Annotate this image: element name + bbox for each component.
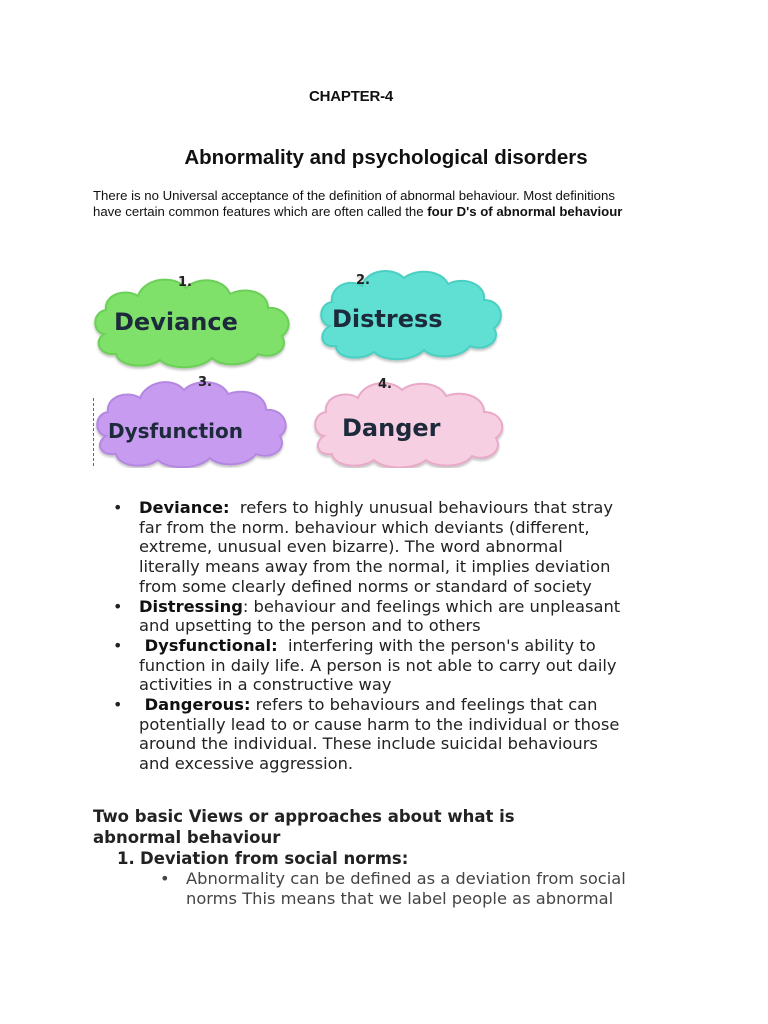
section-heading-line-1: Two basic Views or approaches about what is <box>93 807 515 826</box>
list-item-text: refers to behaviours and feelings that can <box>250 695 598 715</box>
list-item-line: far from the norm. behaviour which deviants (different, <box>139 517 590 537</box>
list-item-line: and excessive aggression. <box>139 754 354 774</box>
four-ds-illustration <box>92 266 512 468</box>
intro-paragraph <box>93 188 733 220</box>
list-item-line: extreme, unusual even bizarre). The word abnormal <box>139 537 563 557</box>
list-item-line <box>139 695 679 715</box>
term-dysfunctional: Dysfunctional: <box>139 635 278 655</box>
page-title: Abnormality and psychological disorders <box>184 146 588 169</box>
intro-line-2 <box>93 204 733 220</box>
bullet-dot: • <box>113 596 123 616</box>
list-item-line <box>139 636 679 656</box>
sub-list-line-2: norms This means that we label people as abnormal <box>186 888 614 908</box>
four-ds-list <box>0 498 768 774</box>
bullet-dot: • <box>113 635 123 655</box>
list-item-dangerous <box>0 695 679 774</box>
cloud-dysfunction-label: Dysfunction <box>108 419 243 443</box>
numbered-item-label: Deviation from social norms: <box>140 849 409 868</box>
numbered-item-1 <box>117 849 408 869</box>
list-item-distressing <box>0 597 679 636</box>
list-item-line <box>139 498 679 518</box>
list-item-line <box>139 597 679 617</box>
cloud-danger <box>315 377 502 468</box>
list-item-line: activities in a constructive way <box>139 675 392 695</box>
list-item-line: around the individual. These include suicidal behaviours <box>139 734 598 754</box>
cloud-danger-number: 4. <box>378 377 392 392</box>
list-item-line: potentially lead to or cause harm to the individual or those <box>139 714 620 734</box>
list-item-deviance <box>0 498 679 597</box>
intro-line-1: There is no Universal acceptance of the definition of abnormal behaviour. Most definitions <box>93 188 615 203</box>
cloud-deviance-label: Deviance <box>114 308 238 336</box>
list-item-text: refers to highly unusual behaviours that stray <box>229 498 613 517</box>
cloud-deviance-number: 1. <box>178 275 192 290</box>
bullet-dot: • <box>160 869 170 888</box>
sub-list-item <box>160 869 626 908</box>
cloud-distress-number: 2. <box>356 273 370 288</box>
section-heading-line-2: abnormal behaviour <box>93 827 281 847</box>
section-heading-views <box>93 807 733 848</box>
cloud-dysfunction <box>97 375 285 467</box>
list-item-line: function in daily life. A person is not able to carry out daily <box>139 655 617 675</box>
term-dangerous: Dangerous: <box>139 695 251 715</box>
sub-list-line-1: Abnormality can be defined as a deviation from social <box>186 869 626 888</box>
cloud-dysfunction-number: 3. <box>198 375 212 390</box>
cloud-distress <box>321 271 501 359</box>
bullet-dot: • <box>113 695 123 715</box>
term-deviance: Deviance: <box>139 498 230 517</box>
bullet-dot: • <box>113 498 123 517</box>
list-item-line: and upsetting to the person and to others <box>139 616 481 636</box>
cloud-deviance <box>95 275 288 367</box>
list-item-text: interfering with the person's ability to <box>277 635 596 655</box>
list-item-dysfunctional <box>0 636 679 695</box>
intro-line-2-plain: have certain common features which are often called the <box>93 204 428 219</box>
cloud-danger-label: Danger <box>342 414 441 442</box>
list-item-text: : behaviour and feelings which are unpleasant <box>242 596 621 616</box>
list-item-line: literally means away from the normal, it implies deviation <box>139 557 611 577</box>
list-item-line: from some clearly defined norms or standard of society <box>139 576 592 596</box>
cloud-distress-label: Distress <box>332 305 443 333</box>
intro-line-2-bold: four D's of abnormal behaviour <box>427 204 623 219</box>
term-distressing: Distressing <box>139 596 243 616</box>
numbered-item-number: 1. <box>117 849 135 868</box>
chapter-heading: CHAPTER-4 <box>309 88 394 105</box>
